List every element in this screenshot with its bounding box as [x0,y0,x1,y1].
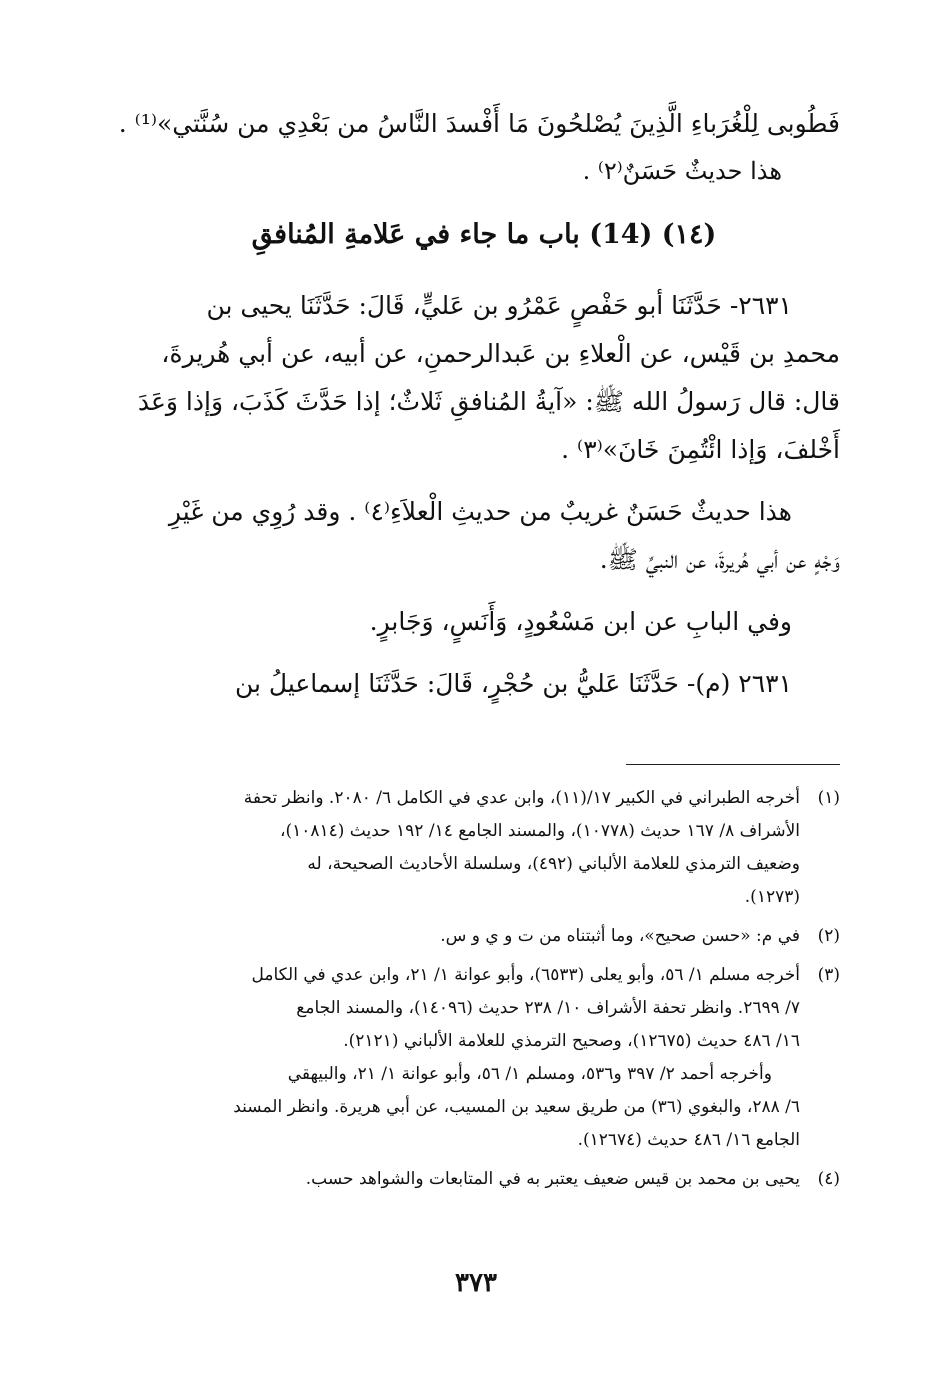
hadith-line: قال: قال رَسولُ الله ﷺ: «آيةُ المُنافقِ ثَلاثٌ؛ إذا حَدَّثَ كَذَبَ، وَإذا وَعَدَ [137,387,840,416]
hadith-grade-note: هذا حديثٌ حَسَنٌ⁽٢⁾ . [582,157,782,185]
in-chapter-line: وفي البابِ عن ابن مَسْعُودٍ، وَأَنَسٍ، وَجَابرٍ. [369,607,792,636]
footnote-number: (٣) [817,965,840,985]
hadith-line: محمدِ بن قَيْس، عن الْعلاءِ بن عَبدالرحمنِ، عن أبيه، عن أبي هُريرةَ، [161,339,840,368]
footnote-line: في م: «حسن صحيح»، وما أثبتناه من ت و ي و س. [440,926,800,946]
grade-paragraph [128,488,840,584]
footnote [128,782,840,914]
footnote-number: (١) [817,788,840,808]
hadith-line: أَخْلفَ، وَإذا ائْتُمِنَ خَانَ»⁽٣⁾ . [561,435,840,464]
footnote-line: (١٢٧٣). [744,887,800,907]
footnote-line: وأخرجه أحمد ٢/ ٣٩٧ و٥٣٦، ومسلم ١/ ٥٦، وأبو عوانة ١/ ٢١، والبيهقي [287,1064,772,1084]
footnote-line: يحيى بن محمد بن قيس ضعيف يعتبر به في المتابعات والشواهد حسب. [305,1169,800,1189]
footnote-line: ٦/ ٢٨٨، والبغوي (٣٦) من طريق سعيد بن المسيب، عن أبي هريرة. وانظر المسند [233,1097,800,1117]
opening-line: فَطُوبى لِلْغُرَباءِ الَّذِينَ يُصْلحُونَ مَا أَفْسدَ النَّاسُ من بَعْدِي من سُنَّتي»⁽¹⁾ . [118,109,840,138]
main-text [118,100,840,708]
hadith-2631 [128,282,840,474]
chapter-heading: (١٤) (14) باب ما جاء في عَلامةِ المُنافقِ [251,219,717,250]
footnote-divider [626,764,840,765]
grade-line: وَجْهٍ عن أبي هُريرةَ، عن النبيِّ ﷺ. [599,545,840,574]
footnote-line: أخرجه الطبراني في الكبير ١٧/(١١)، وابن عدي في الكامل ٦/ ٢٠٨٠. وانظر تحفة [243,788,800,808]
footnote-line: أخرجه مسلم ١/ ٥٦، وأبو يعلى (٦٥٣٣)، وأبو عوانة ١/ ٢١، وابن عدي في الكامل [251,965,800,985]
footnote [128,920,840,953]
hadith-2631m-line: ٢٦٣١ (م)- حَدَّثَنَا عَليُّ بن حُجْرٍ، قَالَ: حَدَّثَنَا إسماعيلُ بن [234,669,792,698]
footnote-line: ١٦/ ٤٨٦ حديث (١٢٦٧٥)، وصحيح الترمذي للعلامة الألباني (٢١٢١). [343,1031,800,1051]
hadith-line: ٢٦٣١- حَدَّثَنَا أبو حَفْصٍ عَمْرُو بن عَليٍّ، قَالَ: حَدَّثَنَا يحيى بن [206,291,792,320]
footnote-line: ٧/ ٢٦٩٩. وانظر تحفة الأشراف ١٠/ ٢٣٨ حديث (١٤٠٩٦)، والمسند الجامع [296,998,800,1018]
footnote-number: (٢) [817,926,840,946]
footnote [128,1163,840,1196]
footnote-number: (٤) [817,1169,840,1189]
footnote-line: وضعيف الترمذي للعلامة الألباني (٤٩٢)، وسلسلة الأحاديث الصحيحة، له [307,854,800,874]
grade-line: هذا حديثٌ حَسَنٌ غريبٌ من حديثِ الْعلاَءِ⁽٤⁾ . وقد رُوِي من غَيْرِ [168,497,792,526]
footnote-line: الجامع ١٦/ ٤٨٦ حديث (١٢٦٧٤). [577,1130,800,1150]
footnotes [128,782,840,1202]
page-number: ٣٧٣ [455,1268,497,1298]
footnote-line: الأشراف ٨/ ١٦٧ حديث (١٠٧٧٨)، والمسند الجامع ١٤/ ١٩٢ حديث (١٠٨١٤)، [279,821,800,841]
footnote [128,959,840,1157]
